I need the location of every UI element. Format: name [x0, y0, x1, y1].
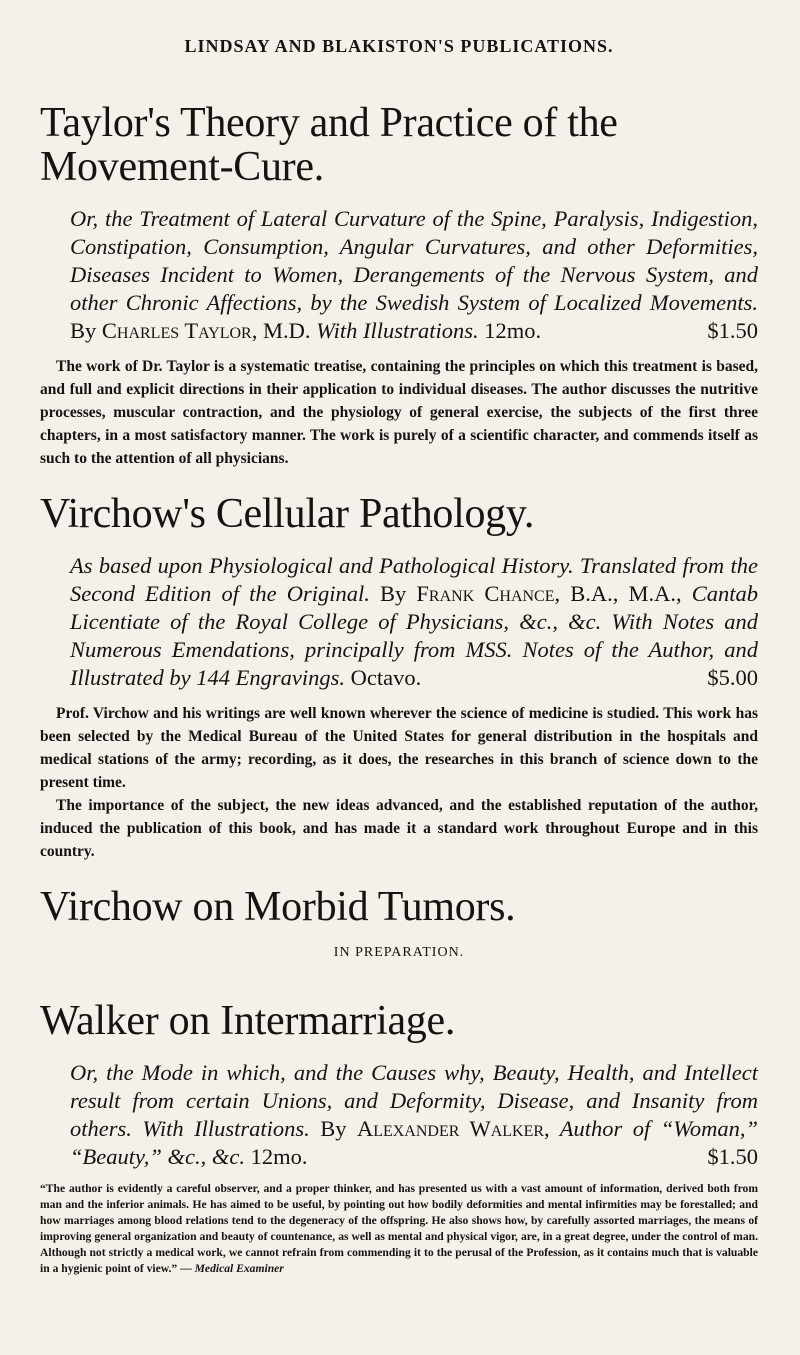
book-description: Prof. Virchow and his writings are well known wherever the science of medicine is studied. This work has been selected by the Medical Bureau of the United States for general distribution in the hospitals and medical stations of the army; recording, as it does, the researches in this branch of science down to the present time.: [40, 705, 758, 791]
spacer: [40, 470, 758, 492]
book-format: 12mo.: [250, 1144, 308, 1169]
book-entry-virchow-pathology: [40, 492, 758, 863]
subtitle-tail: Author of “Woman,” “Beauty,” &c., &c.: [70, 1116, 759, 1169]
book-entry-taylor: [40, 101, 758, 470]
book-format: 12mo.: [484, 318, 542, 343]
book-subtitle: [40, 552, 758, 692]
author-name: Alexander Walker,: [356, 1116, 550, 1141]
book-price: $1.50: [707, 1144, 758, 1169]
status-note: IN PREPARATION.: [333, 945, 465, 960]
author-prefix: By: [380, 581, 407, 606]
book-price: $5.00: [707, 665, 758, 690]
book-title: Virchow's Cellular Pathology.: [40, 491, 535, 537]
book-entry-walker: [40, 999, 758, 1277]
book-title: Virchow on Morbid Tumors.: [40, 884, 516, 930]
author-name: Charles Taylor, M.D.: [101, 318, 311, 343]
author-prefix: By: [70, 318, 97, 343]
book-price: $1.50: [707, 318, 758, 343]
book-subtitle: [40, 205, 758, 345]
subtitle-text: Or, the Treatment of Lateral Curvature of the Spine, Paralysis, Indigestion, Constipation, Consumption, Angular Curvatures, and other Deformities, Diseases Incident to Women, Derangements of the Nervous System, and other Chronic Affections, by the Swedish System of Localized Movements.: [70, 206, 758, 315]
subtitle-tail: With Illustrations.: [316, 318, 479, 343]
review-quote: [40, 1181, 758, 1277]
subtitle-text: Or, the Mode in which, and the Causes why, Beauty, Health, and Intellect result from certain Unions, and Deformity, Disease, and Insanity from others. With Illustrations.: [70, 1060, 758, 1141]
author-name: Frank Chance, B.A., M.A.,: [416, 581, 682, 606]
author-prefix: By: [320, 1116, 347, 1141]
subtitle-text: As based upon Physiological and Pathological History. Translated from the Second Edition of the Original.: [70, 553, 758, 606]
review-text: “The author is evidently a careful observer, and a proper thinker, and has presented us with a vast amount of information, derived both from man and the inferior animals. He has aimed to be useful, by pointing out how bodily deformities and mental infirmities may be forestalled; and how marriages among blood relations tend to the degeneracy of the offspring. He also shows how, by carefully assorted marriages, the means of improving general organization and beauty of countenance, as well as mental and physical vigor, are, in a great degree, under the control of man. Although not strictly a medical work, we cannot refrain from commending it to the perusal of the Profession, as it contains much that is valuable in a hygienic point of view.” —: [40, 1182, 758, 1275]
book-subtitle: [40, 1059, 758, 1171]
spacer: [40, 863, 758, 885]
running-head: LINDSAY AND BLAKISTON'S PUBLICATIONS.: [184, 36, 614, 56]
book-description: The work of Dr. Taylor is a systematic treatise, containing the principles on which this treatment is based, and full and explicit directions in their application to individual diseases. The author discusses the nutritive processes, muscular contraction, and the physiology of general exercise, the subjects of the first three chapters, in a most satisfactory manner. The work is purely of a scientific character, and commends itself as such to the attention of all physicians.: [40, 358, 758, 467]
book-entry-virchow-tumors: [40, 885, 758, 961]
subtitle-tail: Cantab Licentiate of the Royal College of Physicians, &c., &c. With Notes and Numerous Emendations, principally from MSS. Notes of the Author, and Illustrated by 144 Engravings.: [70, 581, 759, 690]
book-title: Taylor's Theory and Practice of the Movement-Cure.: [40, 100, 618, 190]
book-format: Octavo.: [350, 665, 422, 690]
book-title: Walker on Intermarriage.: [40, 998, 456, 1044]
book-description: The importance of the subject, the new ideas advanced, and the established reputation of the author, induced the publication of this book, and has made it a standard work throughout Europe and in this country.: [40, 797, 758, 860]
review-source: Medical Examiner: [194, 1262, 284, 1275]
